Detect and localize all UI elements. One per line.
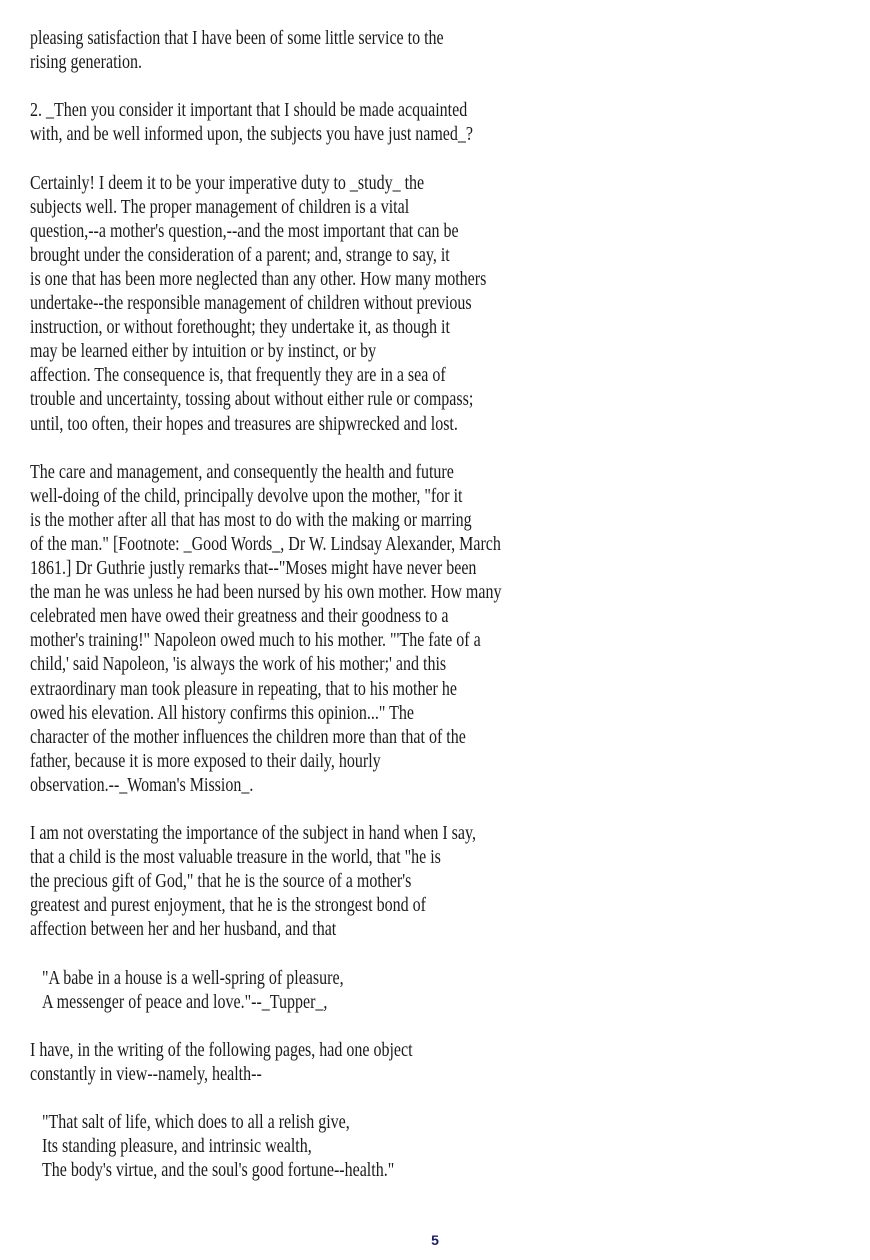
text-line: the man he was unless he had been nursed by his own mother. How many	[30, 581, 502, 604]
text-line: question,--a mother's question,--and the most important that can be	[30, 219, 459, 242]
text-line: I have, in the writing of the following pages, had one object	[30, 1038, 413, 1061]
text-line: is the mother after all that has most to do with the making or marring	[30, 508, 472, 531]
paragraph	[30, 171, 830, 436]
text-line: rising generation.	[30, 51, 142, 74]
text-line: The body's virtue, and the soul's good fortune--health."	[42, 1159, 395, 1182]
text-line: is one that has been more neglected than any other. How many mothers	[30, 267, 487, 290]
text-line: celebrated men have owed their greatness and their goodness to a	[30, 605, 449, 628]
text-line: owed his elevation. All history confirms this opinion..." The	[30, 701, 414, 724]
text-line: character of the mother influences the children more than that of the	[30, 725, 466, 748]
paragraph	[30, 1038, 830, 1086]
text-line: Its standing pleasure, and intrinsic wealth,	[42, 1135, 312, 1158]
text-line: "A babe in a house is a well-spring of pleasure,	[42, 966, 344, 989]
text-line: well-doing of the child, principally devolve upon the mother, "for it	[30, 484, 463, 507]
text-line: undertake--the responsible management of children without previous	[30, 292, 472, 315]
text-line: Certainly! I deem it to be your imperative duty to _study_ the	[30, 171, 425, 194]
text-line: father, because it is more exposed to their daily, hourly	[30, 749, 381, 772]
text-line: that a child is the most valuable treasure in the world, that "he is	[30, 846, 441, 869]
text-line: I am not overstating the importance of the subject in hand when I say,	[30, 822, 476, 845]
text-line: may be learned either by intuition or by instinct, or by	[30, 340, 377, 363]
text-line: until, too often, their hopes and treasures are shipwrecked and lost.	[30, 412, 458, 435]
text-line: observation.--_Woman's Mission_.	[30, 773, 254, 796]
verse-quote	[30, 1110, 830, 1182]
text-line: pleasing satisfaction that I have been of some little service to the	[30, 27, 444, 49]
text-line: child,' said Napoleon, 'is always the work of his mother;' and this	[30, 653, 447, 676]
paragraph	[30, 821, 830, 941]
text-line: brought under the consideration of a parent; and, strange to say, it	[30, 243, 450, 266]
text-line: with, and be well informed upon, the subjects you have just named_?	[30, 123, 474, 146]
text-line: extraordinary man took pleasure in repeating, that to his mother he	[30, 677, 457, 700]
text-line: instruction, or without forethought; they undertake it, as though it	[30, 316, 450, 339]
text-line: The care and management, and consequently the health and future	[30, 460, 454, 483]
paragraph	[30, 460, 830, 797]
verse-quote	[30, 966, 830, 1014]
text-line: greatest and purest enjoyment, that he is the strongest bond of	[30, 894, 426, 917]
paragraph	[30, 98, 830, 146]
text-line: the precious gift of God," that he is the source of a mother's	[30, 870, 412, 893]
text-line: affection. The consequence is, that frequently they are in a sea of	[30, 364, 446, 387]
text-line: mother's training!" Napoleon owed much to his mother. "'The fate of a	[30, 629, 481, 652]
document-page	[30, 26, 830, 1207]
text-line: affection between her and her husband, and that	[30, 918, 337, 941]
page-number: 5	[431, 1232, 439, 1248]
text-line: constantly in view--namely, health--	[30, 1063, 262, 1086]
text-line: "That salt of life, which does to all a relish give,	[42, 1111, 350, 1134]
text-line: subjects well. The proper management of children is a vital	[30, 195, 410, 218]
text-line: trouble and uncertainty, tossing about without either rule or compass;	[30, 388, 474, 411]
text-line: 2. _Then you consider it important that I should be made acquainted	[30, 99, 468, 122]
text-line: A messenger of peace and love."--_Tupper_,	[42, 990, 328, 1013]
paragraph	[30, 26, 830, 74]
text-line: of the man." [Footnote: _Good Words_, Dr W. Lindsay Alexander, March	[30, 532, 501, 555]
text-line: 1861.] Dr Guthrie justly remarks that--"Moses might have never been	[30, 557, 477, 580]
